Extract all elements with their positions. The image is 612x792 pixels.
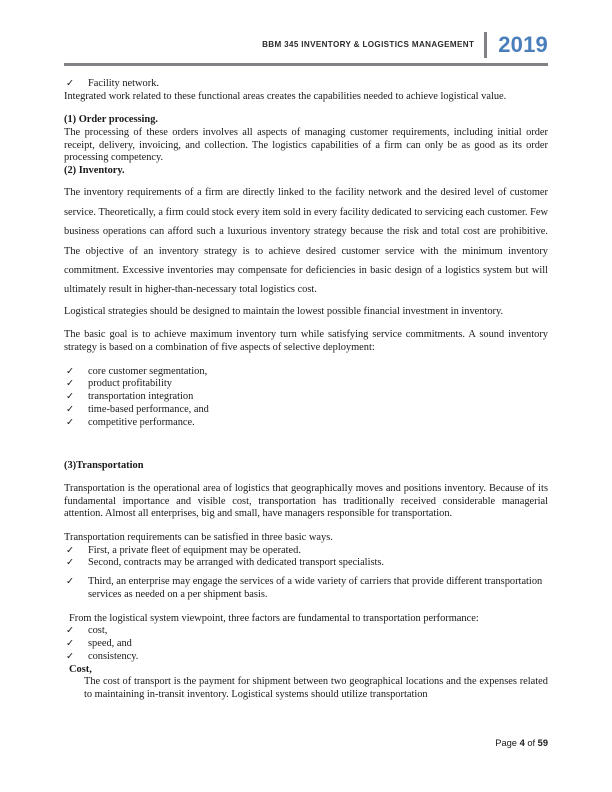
list-item — [64, 545, 548, 558]
list-item-label: consistency. — [88, 650, 139, 662]
check-icon: ✓ — [66, 365, 75, 377]
footer-page-total: 59 — [537, 738, 548, 748]
heading-inventory: (2) Inventory. — [64, 164, 125, 176]
transportation-requirements-list — [64, 545, 548, 571]
list-item — [64, 651, 548, 664]
list-item-label: time-based performance, and — [88, 403, 209, 415]
spacer — [64, 472, 548, 483]
header-divider — [484, 32, 487, 58]
list-item — [64, 576, 548, 602]
check-icon: ✓ — [66, 403, 75, 415]
heading-transportation: (3)Transportation — [64, 459, 144, 471]
heading-cost: Cost, — [69, 663, 92, 675]
transportation-factors-intro: From the logistical system viewpoint, three factors are fundamental to transportation performance: — [69, 612, 479, 624]
list-item — [64, 404, 548, 417]
spacer — [64, 430, 548, 460]
footer-page-number: 4 — [519, 738, 525, 748]
check-icon: ✓ — [66, 650, 75, 662]
footer-page-prefix: Page — [495, 738, 520, 748]
check-icon: ✓ — [66, 638, 75, 650]
paragraph-inventory-2: Logistical strategies should be designed to maintain the lowest possible financial investment in inventory. — [64, 305, 504, 317]
paragraph-order-processing: The processing of these orders involves all aspects of managing customer requirements, including initial order receipt, delivery, invoicing, and collection. The logistics capabilities of a firm can only be as good as its order processing competency. — [64, 126, 548, 164]
paragraph-inventory-1: The inventory requirements of a firm are directly linked to the facility network and the desired level of customer service. Theoretically, a firm could stock every item sold in every facility dedicated to servicing each customer. Few business operations can afford such a luxurious inventory strategy because the risk and total cost are prohibitive. The objective of an inventory strategy is to achieve desired customer service with the minimum inventory commitment. Excessive inventories may compensate for deficiencies in basic design of a logistics system but will ultimately result in higher-than-necessary total logistics cost. — [64, 187, 548, 296]
header-course-title: BBM 345 INVENTORY & LOGISTICS MANAGEMENT — [262, 39, 475, 49]
list-item-label: First, a private fleet of equipment may be operated. — [88, 544, 301, 556]
list-item — [64, 625, 548, 638]
spacer — [64, 103, 548, 114]
transportation-factors-list — [64, 625, 548, 663]
paragraph-cost: The cost of transport is the payment for shipment between two geographical locations and the expenses related to maintaining in-transit inventory. Logistical systems should utilize transportation — [84, 676, 548, 700]
check-icon: ✓ — [66, 391, 75, 403]
list-item-label: core customer segmentation, — [88, 365, 208, 377]
heading-order-processing: (1) Order processing. — [64, 114, 158, 126]
list-item-label: product profitability — [88, 378, 172, 390]
header-horizontal-rule — [64, 63, 548, 66]
paragraph-transportation-1: Transportation is the operational area of logistics that geographically moves and positions inventory. Because of its fundamental importance and visible cost, transportation has traditionally received considerable managerial attention. Almost all enterprises, big and small, have managers responsible for transportation. — [64, 483, 548, 520]
header-year: 2019 — [498, 32, 548, 57]
check-icon: ✓ — [66, 576, 75, 588]
list-item-label: transportation integration — [88, 391, 194, 403]
transportation-requirement-third-list — [64, 576, 548, 602]
list-item — [64, 78, 548, 91]
list-item — [64, 378, 548, 391]
spacer — [64, 602, 548, 613]
check-icon: ✓ — [66, 625, 75, 637]
list-item-label: Third, an enterprise may engage the services of a wide variety of carriers that provide different transportation services as needed on a per shipment basis. — [88, 576, 543, 600]
transportation-requirements-intro: Transportation requirements can be satisfied in three basic ways. — [64, 531, 333, 543]
spacer — [64, 355, 548, 366]
list-item-label: Second, contracts may be arranged with dedicated transport specialists. — [88, 557, 385, 569]
list-item — [64, 391, 548, 404]
page-header — [64, 28, 548, 62]
list-item-label: speed, and — [88, 638, 132, 650]
page-footer — [495, 738, 548, 748]
spacer — [64, 318, 548, 329]
list-item-label: cost, — [88, 625, 108, 637]
list-item — [64, 638, 548, 651]
check-icon: ✓ — [66, 416, 75, 428]
list-item-label: Facility network. — [88, 78, 159, 89]
check-icon: ✓ — [66, 78, 75, 89]
list-item — [64, 557, 548, 570]
check-icon: ✓ — [66, 378, 75, 390]
list-item — [64, 417, 548, 430]
paragraph-inventory-3: The basic goal is to achieve maximum inventory turn while satisfying service commitments. A sound inventory strategy is based on a combination of five aspects of selective deployment: — [64, 329, 548, 353]
intro-paragraph: Integrated work related to these functional areas creates the capabilities needed to achieve logistical value. — [64, 90, 507, 102]
list-item — [64, 366, 548, 379]
check-icon: ✓ — [66, 557, 75, 569]
spacer — [64, 521, 548, 532]
check-icon: ✓ — [66, 544, 75, 556]
facility-network-list — [64, 78, 548, 91]
list-item-label: competitive performance. — [88, 416, 195, 428]
inventory-aspects-list — [64, 366, 548, 430]
footer-page-middle: of — [524, 738, 538, 748]
document-content — [64, 78, 548, 701]
